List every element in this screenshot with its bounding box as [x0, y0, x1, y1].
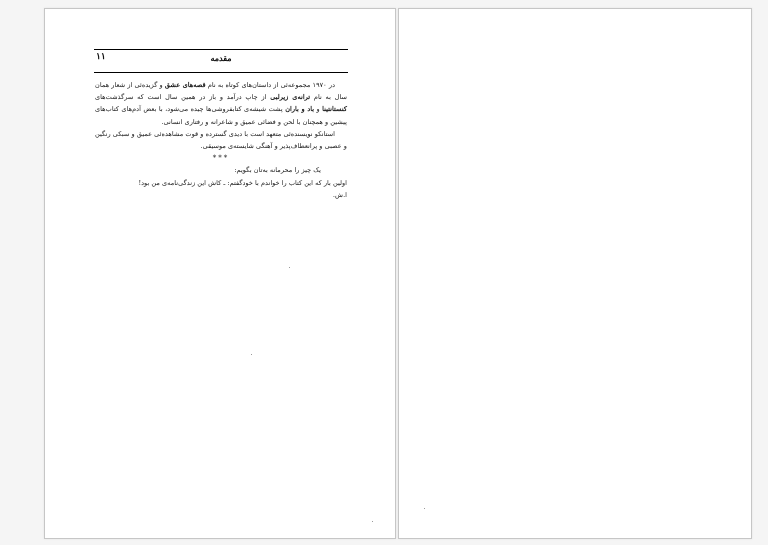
text-run: پشت شیشه‌ی کتابفروشی‌ها چیده می‌شود، با بعض آدم‌های کتاب‌های پیشین و همچنان با لحن و فضائی عمیق و شاعرانه و رفتاری انسانی.: [95, 105, 347, 126]
page-body: [95, 79, 347, 201]
page-left: [44, 8, 396, 539]
section-separator: ***: [212, 154, 230, 163]
book-title: قصه‌های عشق: [164, 81, 206, 89]
chapter-title: مقدمه: [210, 53, 232, 63]
text-run: و: [314, 105, 323, 114]
paragraph-1: [95, 79, 347, 128]
text-run: و گزیده‌ئی از شعار همان سال به نام: [95, 81, 347, 102]
quote-intro: یک چیز را محرمانه به‌تان بگویم:: [234, 166, 321, 175]
quote-signature: ا.ش.: [332, 190, 347, 199]
page-right: [398, 8, 752, 539]
paragraph-2: استانکو نویسنده‌ئی متعهد است با دیدی گسترده و قوت مشاهده‌ئی عمیق و سبکی رنگین و عصبی و پرانعطاف‌پذیر و آهنگی شایسته‌ی موسیقی.: [95, 129, 347, 151]
running-header: [94, 49, 348, 73]
book-title: کنستانتینا: [322, 105, 347, 114]
scan-speck: [424, 508, 425, 509]
book-title: ترانه‌ی زیرلبی: [270, 93, 311, 102]
book-title: باد و باران: [285, 105, 315, 114]
page-number: ۱۱: [96, 52, 106, 62]
scan-speck: [372, 521, 373, 522]
text-run: از چاپ درآمد و باز در همین سال است که سرگذشت‌های: [95, 93, 271, 102]
quote-line: اولین بار که این کتاب را خواندم با خودگفتم: ـ کاش این زندگی‌نامه‌ی من بود!: [138, 178, 347, 187]
text-run: در ۱۹۷۰ مجموعه‌ئی از داستان‌های کوتاه به نام: [205, 81, 336, 89]
scan-speck: [289, 267, 290, 268]
scan-speck: [251, 354, 252, 355]
